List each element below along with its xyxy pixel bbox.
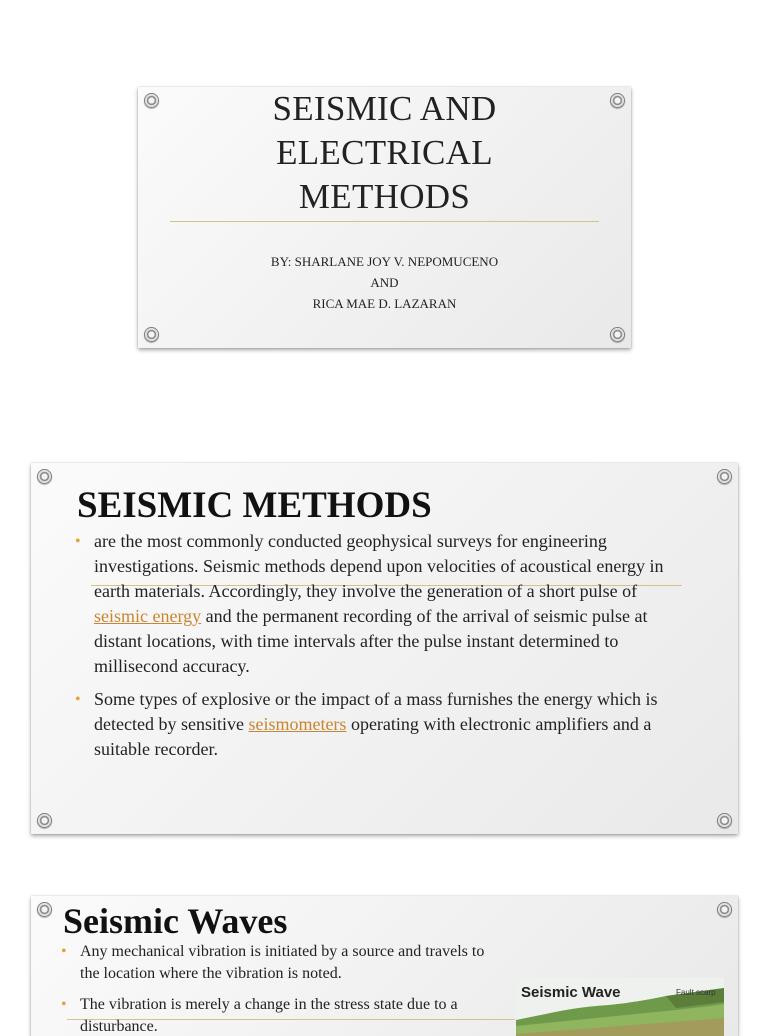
screw-icon (717, 902, 732, 917)
byline-line: BY: SHARLANE JOY V. NEPOMUCENO (270, 254, 499, 269)
bullet-list (61, 941, 501, 1036)
screw-icon (717, 469, 732, 484)
bullet-text: and the permanent recording of the arrival of seismic pulse at distant locations, with time intervals after the pulse instant determined to millisecond accuracy. (94, 606, 648, 676)
list-item (75, 687, 675, 762)
list-item (75, 529, 675, 679)
screw-icon (717, 813, 732, 828)
slide-heading: SEISMIC METHODS (77, 485, 432, 526)
seismometers-link[interactable]: seismometers (248, 714, 347, 734)
seismic-methods-slide (31, 463, 738, 834)
screw-icon (144, 327, 159, 342)
presentation-title (138, 87, 631, 219)
bullet-icon: • (61, 943, 67, 960)
figure-label: Fault scarp (676, 988, 716, 997)
screw-icon (37, 813, 52, 828)
bullet-icon: • (75, 533, 81, 550)
seismic-wave-figure (516, 978, 724, 1036)
seismic-waves-slide (31, 896, 738, 1036)
bullet-list (75, 529, 675, 770)
seismic-energy-link[interactable]: seismic energy (94, 606, 202, 626)
list-item (61, 994, 501, 1036)
figure-title: Seismic Wave (521, 984, 621, 1001)
slide-heading: Seismic Waves (63, 901, 288, 941)
title-line: METHODS (298, 177, 471, 216)
title-slide (138, 87, 631, 348)
bullet-icon: • (61, 996, 67, 1013)
list-item (61, 941, 501, 985)
screw-icon (37, 902, 52, 917)
bullet-text: operating with electronic amplifiers and a suitable recorder. (94, 714, 652, 759)
screw-icon (37, 469, 52, 484)
byline-line: RICA MAE D. LAZARAN (312, 296, 457, 311)
title-line: ELECTRICAL (276, 133, 493, 172)
divider (170, 221, 599, 222)
bullet-icon: • (75, 691, 81, 708)
author-byline (138, 251, 631, 314)
bullet-text: Any mechanical vibration is initiated by a source and travels to the location where the vibration is noted. (80, 943, 485, 982)
bullet-text: The vibration is merely a change in the stress state due to a disturbance. (80, 996, 458, 1035)
bullet-text: are the most commonly conducted geophysical surveys for engineering investigations. Seismic methods depend upon velocities of acoustical energy in earth materials. Accordingly, they involve the generation of a short pulse of (94, 531, 664, 601)
title-line: SEISMIC AND (272, 89, 497, 128)
byline-line: AND (370, 275, 399, 290)
bullet-text: Some types of explosive or the impact of a mass furnishes the energy which is detected by sensitive (94, 689, 658, 734)
screw-icon (610, 327, 625, 342)
